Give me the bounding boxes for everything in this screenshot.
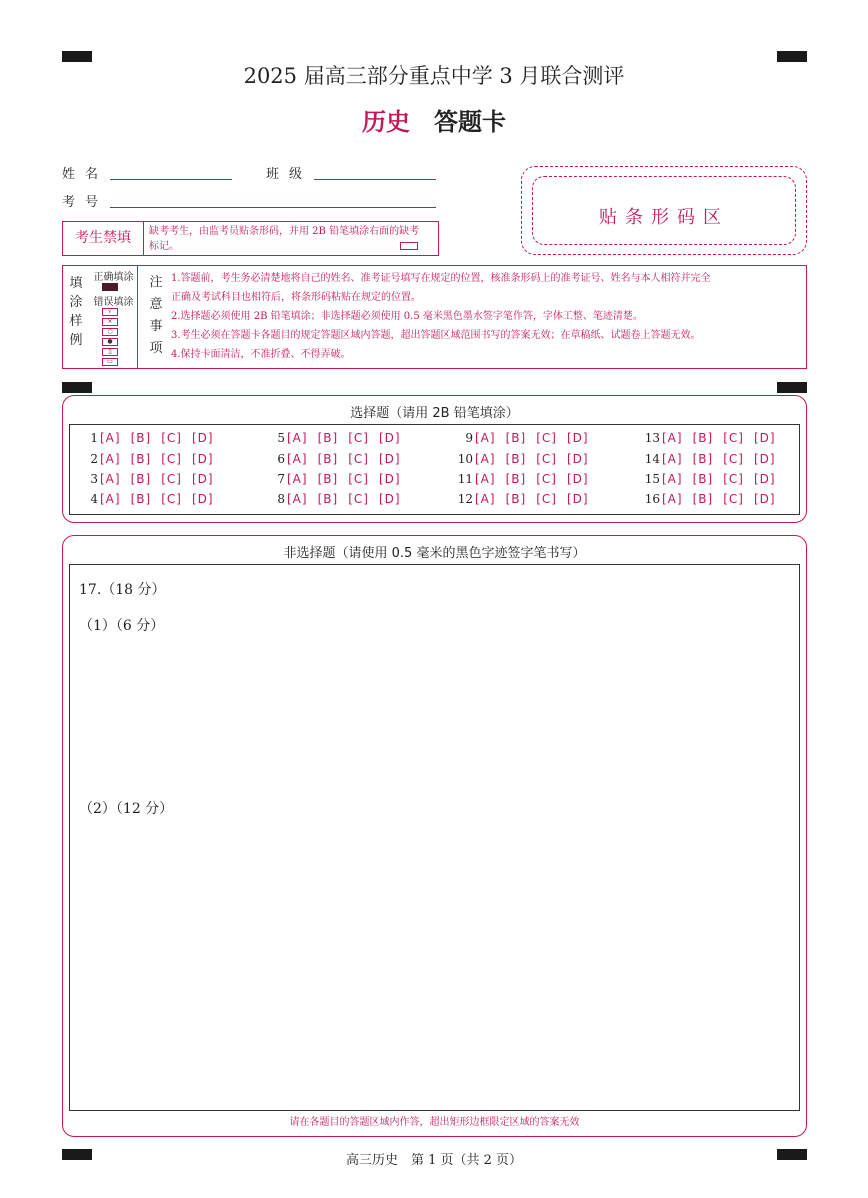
answer-bubble[interactable]: [A] [475,452,496,466]
answer-bubble[interactable]: [C] [161,492,182,506]
barcode-area [521,166,807,255]
question-number: 13 [644,431,660,445]
answer-bubble[interactable]: [A] [287,472,308,486]
answer-bubble[interactable]: [A] [100,431,121,445]
answer-bubble[interactable]: [C] [348,452,369,466]
choice-question [638,452,786,466]
answer-bubble[interactable]: [A] [475,492,496,506]
heading-char: 事 [149,319,163,334]
answer-bubble[interactable]: [D] [191,452,214,466]
answer-bubble[interactable]: [D] [566,492,589,506]
absent-label: 考生禁填 [63,222,144,255]
answer-bubble[interactable]: [C] [536,452,557,466]
answer-bubble[interactable]: [D] [191,492,214,506]
answer-bubble[interactable]: [D] [753,452,776,466]
answer-bubble[interactable]: [A] [475,472,496,486]
nonchoice-section [62,535,807,1137]
question-number: 14 [644,452,660,466]
answer-bubble[interactable]: [B] [130,492,152,506]
answer-bubble[interactable]: [C] [161,472,182,486]
wrong-fill-circle: ○ [102,328,118,336]
answer-bubble[interactable]: [B] [317,492,339,506]
wrong-fill-cross: × [102,318,118,326]
fill-sample-heading [66,274,86,350]
answer-bubble[interactable]: [A] [100,472,121,486]
heading-char: 样 [69,314,83,329]
alignment-mark [62,382,92,393]
part-2-label: （2）（12 分） [79,801,174,817]
choice-grid [69,424,800,515]
choice-question [638,492,786,506]
answer-bubble[interactable]: [B] [505,492,527,506]
question-number: 15 [644,472,660,486]
answer-bubble[interactable]: [B] [505,452,527,466]
answer-bubble[interactable]: [C] [536,431,557,445]
choice-question [451,492,599,506]
answer-bubble[interactable]: [D] [378,452,401,466]
question-number: 3 [90,472,98,486]
choice-question [263,492,411,506]
answer-bubble[interactable]: [C] [536,492,557,506]
question-number: 10 [457,452,473,466]
class-label: 班级 [266,167,313,182]
answer-bubble[interactable]: [B] [505,431,527,445]
answer-bubble[interactable]: [B] [130,431,152,445]
choice-question [451,431,599,445]
answer-bubble[interactable]: [D] [378,472,401,486]
answer-bubble[interactable]: [B] [692,431,714,445]
note-item: 正确及考试科目也相符后，将条形码粘贴在规定的位置。 [171,292,421,303]
wrong-fill-check: √ [102,308,118,316]
question-number: 4 [90,492,98,506]
choice-question [76,492,224,506]
heading-char: 项 [149,341,163,356]
choice-question [638,431,786,445]
answer-bubble[interactable]: [C] [161,452,182,466]
answer-bubble[interactable]: [A] [287,431,308,445]
answer-bubble[interactable]: [B] [317,472,339,486]
question-number: 5 [277,431,285,445]
answer-bubble[interactable]: [A] [100,452,121,466]
choice-question [263,472,411,486]
note-item: 2.选择题必须使用 2B 铅笔填涂；非选择题必须使用 0.5 毫米黑色墨水签字笔作答，字体工整、笔迹清楚。 [171,311,643,322]
choice-section-title: 选择题（请用 2B 铅笔填涂） [350,406,519,421]
answer-area-warning: 请在各题目的答题区域内作答，超出矩形边框限定区域的答案无效 [289,1117,580,1128]
absent-instructions: 缺考考生，由监考员贴条形码，并用 2B 铅笔填涂右面的缺考标记。 [149,226,420,252]
answer-bubble[interactable]: [A] [662,492,683,506]
instructions-box [62,265,807,369]
number-field[interactable] [110,207,436,208]
exam-title: 2025 届高三部分重点中学 3 月联合测评 [243,64,625,88]
choice-question [451,452,599,466]
notes-list [171,269,801,364]
choice-section [62,395,807,523]
answer-bubble[interactable]: [C] [723,431,744,445]
part-1-label: （1）（6 分） [79,618,165,634]
class-field[interactable] [314,179,436,180]
answer-bubble[interactable]: [B] [692,492,714,506]
correct-fill-sample [102,283,118,291]
answer-bubble[interactable]: [C] [723,472,744,486]
notes-divider [137,266,138,368]
subject-name: 历史 [362,107,410,136]
answer-bubble[interactable]: [D] [566,431,589,445]
heading-char: 填 [69,276,83,291]
choice-question [263,452,411,466]
absent-box [62,221,439,256]
heading-char: 例 [69,333,83,348]
number-label: 考号 [62,195,109,210]
question-number: 2 [90,452,98,466]
question-number: 1 [90,431,98,445]
answer-bubble[interactable]: [B] [317,452,339,466]
choice-question [76,472,224,486]
answer-bubble[interactable]: [B] [692,472,714,486]
answer-bubble[interactable]: [B] [317,431,339,445]
alignment-mark [777,382,807,393]
barcode-inner-frame [532,176,796,245]
answer-bubble[interactable]: [A] [662,472,683,486]
answer-bubble[interactable]: [A] [287,452,308,466]
wrong-fill-label: 错误填涂 [93,297,134,308]
note-item: 4.保持卡面清洁，不准折叠、不得弄破。 [171,349,351,360]
choice-question [638,472,786,486]
note-item: 1.答题前，考生务必清楚地将自己的姓名、准考证号填写在规定的位置，核准条形码上的准考证号、姓名与本人相符并完全 [171,273,711,284]
card-label: 答题卡 [434,107,506,136]
question-number: 16 [644,492,660,506]
choice-question [263,431,411,445]
answer-bubble[interactable]: [A] [100,492,121,506]
question-number: 9 [465,431,473,445]
name-label: 姓名 [62,167,109,182]
choice-question [76,431,224,445]
answer-bubble[interactable]: [C] [348,492,369,506]
notes-heading [146,272,166,360]
absent-mark-box[interactable] [400,242,418,250]
answer-bubble[interactable]: [D] [191,431,214,445]
answer-bubble[interactable]: [B] [130,472,152,486]
wrong-fill-bar: ▯ [102,348,118,356]
question-17-label: 17.（18 分） [79,582,166,598]
answer-bubble[interactable]: [A] [475,431,496,445]
answer-bubble[interactable]: [C] [348,431,369,445]
answer-bubble[interactable]: [D] [753,472,776,486]
answer-bubble[interactable]: [D] [753,492,776,506]
question-number: 12 [457,492,473,506]
heading-char: 涂 [69,295,83,310]
page-footer: 高三历史 第 1 页（共 2 页） [345,1153,523,1168]
answer-bubble[interactable]: [D] [753,431,776,445]
wrong-fill-dash: ▭ [102,358,118,366]
answer-bubble[interactable]: [C] [536,472,557,486]
question-number: 7 [277,472,285,486]
answer-bubble[interactable]: [D] [566,472,589,486]
name-field[interactable] [110,179,232,180]
answer-area[interactable] [69,564,800,1111]
answer-bubble[interactable]: [C] [348,472,369,486]
nonchoice-section-title: 非选择题（请使用 0.5 毫米的黑色字迹签字笔书写） [283,546,586,561]
barcode-label: 贴条形码区 [599,207,729,228]
answer-bubble[interactable]: [A] [287,492,308,506]
answer-bubble[interactable]: [C] [723,492,744,506]
choice-question [76,452,224,466]
answer-bubble[interactable]: [C] [161,431,182,445]
heading-char: 注 [149,275,163,290]
answer-bubble[interactable]: [D] [191,472,214,486]
answer-bubble[interactable]: [A] [662,431,683,445]
answer-bubble[interactable]: [B] [692,452,714,466]
answer-bubble[interactable]: [D] [566,452,589,466]
answer-bubble[interactable]: [B] [130,452,152,466]
answer-bubble[interactable]: [A] [662,452,683,466]
question-number: 11 [457,472,473,486]
note-item: 3.考生必须在答题卡各题目的规定答题区域内答题，超出答题区域范围书写的答案无效；在草稿纸、试题卷上答题无效。 [171,330,701,341]
fill-samples [86,268,141,368]
correct-fill-label: 正确填涂 [93,272,134,283]
answer-bubble[interactable]: [D] [378,492,401,506]
answer-bubble[interactable]: [D] [378,431,401,445]
heading-char: 意 [149,297,163,312]
card-title [0,102,868,137]
choice-question [451,472,599,486]
wrong-fill-dot: ● [102,338,118,346]
answer-bubble[interactable]: [C] [723,452,744,466]
question-number: 6 [277,452,285,466]
question-number: 8 [277,492,285,506]
answer-bubble[interactable]: [B] [505,472,527,486]
